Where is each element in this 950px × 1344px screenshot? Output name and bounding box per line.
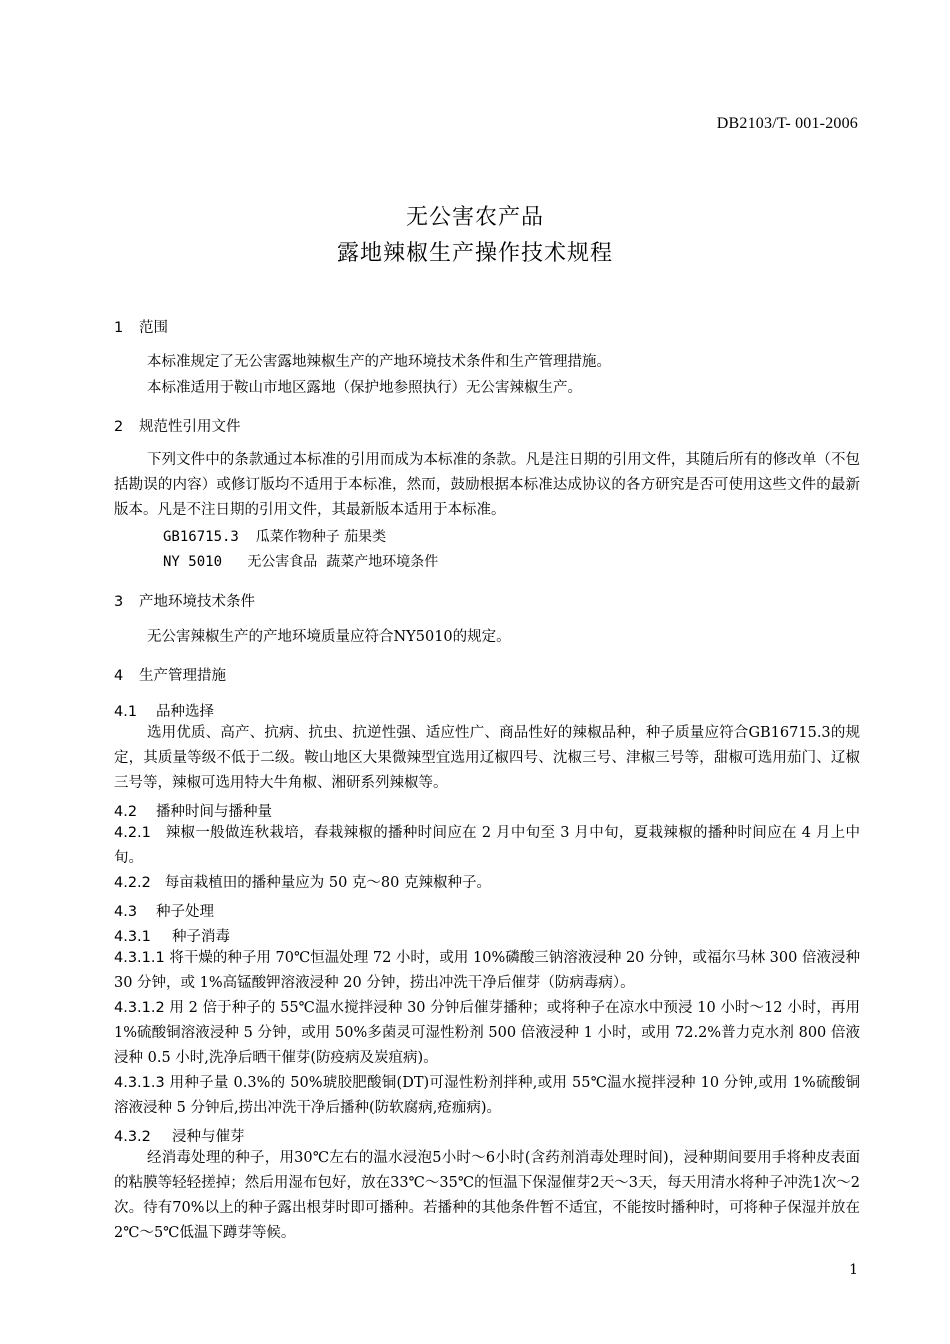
document-title-line1: 无公害农产品 bbox=[405, 205, 544, 230]
section-number: 1 bbox=[114, 320, 124, 336]
reference-title: 无公害食品 蔬菜产地环境条件 bbox=[247, 554, 439, 570]
clause-4-2-2 bbox=[114, 871, 860, 896]
section-number: 4.1 bbox=[114, 704, 138, 720]
section-title: 浸种与催芽 bbox=[172, 1129, 245, 1145]
section-1-heading bbox=[114, 316, 168, 337]
section-title: 范围 bbox=[139, 320, 168, 336]
reference-item bbox=[163, 551, 438, 571]
page-number: 1 bbox=[849, 1262, 858, 1278]
section-title: 品种选择 bbox=[156, 704, 214, 720]
reference-code: GB16715.3 bbox=[163, 529, 239, 545]
section-number: 3 bbox=[114, 594, 124, 610]
clause-number: 4.3.1.2 bbox=[114, 1000, 165, 1016]
section-2-heading bbox=[114, 415, 241, 436]
section-4-3-1-heading bbox=[114, 925, 230, 946]
section-title: 种子消毒 bbox=[172, 929, 230, 945]
section-4-1-heading bbox=[114, 700, 214, 721]
document-title-line2: 露地辣椒生产操作技术规程 bbox=[336, 241, 613, 266]
section-3-heading bbox=[114, 590, 255, 611]
clause-text: 用 2 倍于种子的 55℃温水搅拌浸种 30 分钟后催芽播种；或将种子在凉水中预浸 10 小时～12 小时，再用 1%硫酸铜溶液浸种 5 分钟，或用 50%多菌灵可湿性粉剂 500 倍液浸种 1 小时，或用 72.2%普力克水剂 800 倍液浸种 0.5 小时,洗净后晒干催芽(防疫病及炭疽病)。 bbox=[114, 1000, 860, 1066]
section-number: 4.3.2 bbox=[114, 1129, 151, 1145]
section-number: 2 bbox=[114, 419, 124, 435]
clause-text: 用种子量 0.3%的 50%琥胶肥酸铜(DT)可湿性粉剂拌种,或用 55℃温水搅拌浸种 10 分钟,或用 1%硫酸铜溶液浸种 5 分钟后,捞出冲洗干净后播种(防软腐病,疮痂病)。 bbox=[114, 1075, 860, 1116]
section-title: 种子处理 bbox=[156, 904, 214, 920]
section-title: 产地环境技术条件 bbox=[139, 594, 255, 610]
clause-text: 将干燥的种子用 70℃恒温处理 72 小时，或用 10%磷酸三钠溶液浸种 20 分钟，或福尔马林 300 倍液浸种 30 分钟，或 1%高锰酸钾溶液浸种 20 分钟，捞出冲洗干净后催芽（防病毒病）。 bbox=[114, 950, 860, 991]
section-3-paragraph-1: 无公害辣椒生产的产地环境质量应符合NY5010的规定。 bbox=[147, 629, 511, 645]
section-number: 4.3.1 bbox=[114, 929, 151, 945]
clause-4-3-1-1 bbox=[114, 946, 860, 996]
section-number: 4 bbox=[114, 668, 124, 684]
section-4-3-heading bbox=[114, 900, 214, 921]
clause-number: 4.2.1 bbox=[114, 825, 151, 841]
clause-4-3-1-2 bbox=[114, 996, 860, 1071]
section-4-3-2-heading bbox=[114, 1125, 245, 1146]
section-4-1-paragraph: 选用优质、高产、抗病、抗虫、抗逆性强、适应性广、商品性好的辣椒品种，种子质量应符合GB16715.3的规定，其质量等级不低于二级。鞍山地区大果微辣型宜选用辽椒四号、沈椒三号、津椒三号等，甜椒可选用茄门、辽椒三号等，辣椒可选用特大牛角椒、湘研系列辣椒等。 bbox=[114, 725, 860, 791]
clause-number: 4.3.1.3 bbox=[114, 1075, 165, 1091]
document-code: DB2103/T- 001-2006 bbox=[716, 115, 858, 132]
section-title: 生产管理措施 bbox=[139, 668, 226, 684]
clause-number: 4.2.2 bbox=[114, 875, 151, 891]
section-4-3-2-paragraph: 经消毒处理的种子，用30℃左右的温水浸泡5小时～6小时(含药剂消毒处理时间)，浸种期间要用手将种皮表面的粘膜等轻轻搓掉；然后用湿布包好，放在33℃～35℃的恒温下保湿催芽2天～3天，每天用清水将种子冲洗1次～2次。待有70%以上的种子露出根芽时即可播种。若播种的其他条件暂不适宜，不能按时播种时，可将种子保湿并放在2℃～5℃低温下蹲芽等候。 bbox=[114, 1150, 860, 1241]
section-number: 4.2 bbox=[114, 804, 138, 820]
clause-text: 每亩栽植田的播种量应为 50 克～80 克辣椒种子。 bbox=[164, 875, 491, 891]
section-1-paragraph-2: 本标准适用于鞍山市地区露地（保护地参照执行）无公害辣椒生产。 bbox=[147, 380, 582, 396]
clause-4-2-1 bbox=[114, 821, 860, 871]
section-1-paragraph-1: 本标准规定了无公害露地辣椒生产的产地环境技术条件和生产管理措施。 bbox=[147, 354, 611, 370]
reference-item bbox=[163, 526, 386, 546]
clause-number: 4.3.1.1 bbox=[114, 950, 165, 966]
reference-title: 瓜菜作物种子 茄果类 bbox=[255, 529, 387, 545]
reference-code: NY 5010 bbox=[163, 554, 223, 570]
section-4-2-heading bbox=[114, 800, 272, 821]
section-4-heading bbox=[114, 664, 226, 685]
section-title: 播种时间与播种量 bbox=[156, 804, 272, 820]
section-number: 4.3 bbox=[114, 904, 138, 920]
section-2-paragraph-1: 下列文件中的条款通过本标准的引用而成为本标准的条款。凡是注日期的引用文件，其随后所有的修改单（不包括勘误的内容）或修订版均不适用于本标准，然而，鼓励根据本标准达成协议的各方研究是否可使用这些文件的最新版本。凡是不注日期的引用文件，其最新版本适用于本标准。 bbox=[114, 452, 860, 518]
clause-text: 辣椒一般做连秋栽培，春栽辣椒的播种时间应在 2 月中旬至 3 月中旬，夏栽辣椒的播种时间应在 4 月上中旬。 bbox=[114, 825, 861, 866]
section-title: 规范性引用文件 bbox=[139, 419, 241, 435]
clause-4-3-1-3 bbox=[114, 1071, 860, 1121]
